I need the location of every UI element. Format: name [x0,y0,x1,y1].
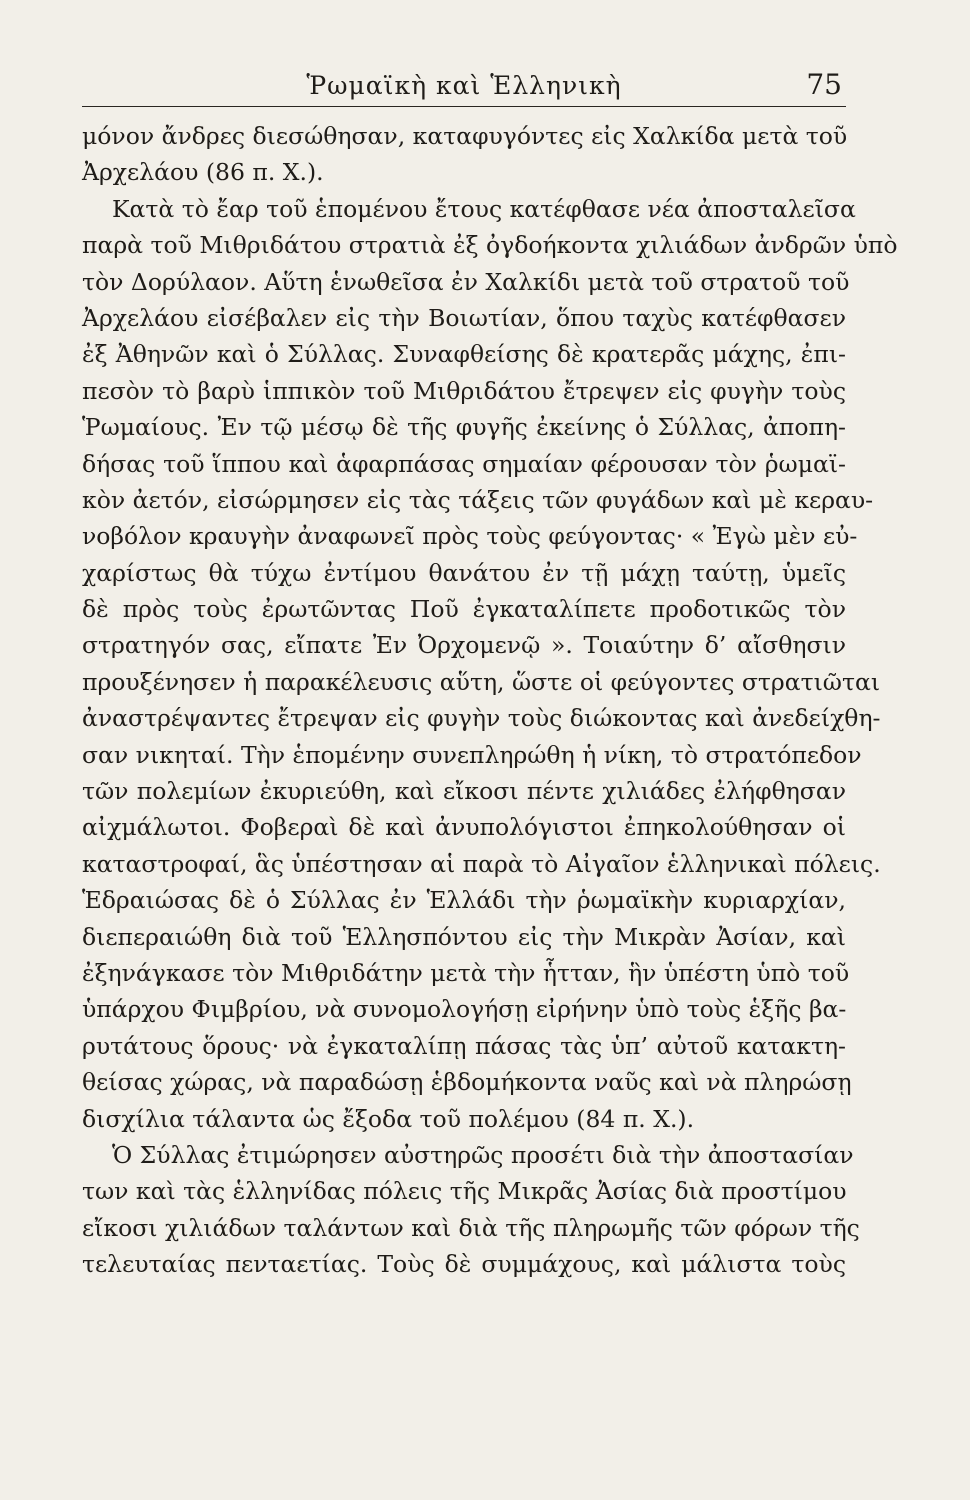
text-line: Ἀρχελάου εἰσέβαλεν εἰς τὴν Βοιωτίαν, ὅπου ταχὺς κατέφθασεν [82,303,846,332]
body-text [82,118,898,1283]
page-number: 75 [806,68,842,101]
text-line: ὑπάρχου Φιμβρίου, νὰ συνομολογήσῃ εἰρήνην ὑπὸ τοὺς ἑξῆς βα- [82,995,847,1024]
text-line: χαρίστως θὰ τύχω ἐντίμου θανάτου ἐν τῇ μάχῃ ταύτῃ, ὑμεῖς [82,558,846,587]
text-line: πεσὸν τὸ βαρὺ ἱππικὸν τοῦ Μιθριδάτου ἔτρεψεν εἰς φυγὴν τοὺς [82,376,846,405]
text-line: Ῥωμαίους. Ἐν τῷ μέσῳ δὲ τῆς φυγῆς ἐκείνης ὁ Σύλλας, ἀποπη- [82,413,846,442]
text-line: ἐξηνάγκασε τὸν Μιθριδάτην μετὰ τὴν ἧτταν, ἣν ὑπέστη ὑπὸ τοῦ [82,958,850,987]
text-line: δήσας τοῦ ἵππου καὶ ἁφαρπάσας σημαίαν φέρουσαν τὸν ῥωμαϊ- [82,449,846,478]
text-line: ἀναστρέψαντες ἔτρεψαν εἰς φυγὴν τοὺς διώκοντας καὶ ἀνεδείχθη- [82,704,881,733]
running-header [82,66,846,107]
text-line: Ὁ Σύλλας ἐτιμώρησεν αὐστηρῶς προσέτι διὰ τὴν ἀποστασίαν [112,1140,854,1169]
text-line: διεπεραιώθη διὰ τοῦ Ἑλλησπόντου εἰς τὴν Μικρὰν Ἀσίαν, καὶ [82,922,846,951]
text-line: Ἑδραιώσας δὲ ὁ Σύλλας ἐν Ἑλλάδι τὴν ῥωμαϊκὴν κυριαρχίαν, [82,886,846,915]
text-line: εἴκοσι χιλιάδων ταλάντων καὶ διὰ τῆς πληρωμῆς τῶν φόρων τῆς [82,1213,860,1242]
text-line: δὲ πρὸς τοὺς ἐρωτῶντας Ποῦ ἐγκαταλίπετε προδοτικῶς τὸν [82,595,846,624]
text-line: προυξένησεν ἡ παρακέλευσις αὕτη, ὥστε οἱ φεύγοντες στρατιῶται [82,667,881,696]
header-title: Ῥωμαϊκὴ καὶ Ἑλληνικὴ [306,71,622,100]
text-line: των καὶ τὰς ἑλληνίδας πόλεις τῆς Μικρᾶς Ἀσίας διὰ προστίμου [82,1177,847,1206]
text-line: Κατὰ τὸ ἔαρ τοῦ ἑπομένου ἔτους κατέφθασε νέα ἀποσταλεῖσα [112,194,856,223]
text-line: στρατηγόν σας, εἴπατε Ἐν Ὀρχομενῷ ». Τοιαύτην δ’ αἴσθησιν [82,631,846,660]
text-line: τελευταίας πενταετίας. Τοὺς δὲ συμμάχους, καὶ μάλιστα τοὺς [82,1250,846,1279]
text-line: νοβόλον κραυγὴν ἀναφωνεῖ πρὸς τοὺς φεύγοντας· « Ἐγὼ μὲν εὐ- [82,522,858,551]
text-line: Ἀρχελάου (86 π. Χ.). [82,158,324,187]
text-line: μόνον ἄνδρες διεσώθησαν, καταφυγόντες εἰς Χαλκίδα μετὰ τοῦ [82,122,848,150]
text-line: καταστροφαί, ἃς ὑπέστησαν αἱ παρὰ τὸ Αἰγαῖον ἑλληνικαὶ πόλεις. [82,849,881,878]
text-line: παρὰ τοῦ Μιθριδάτου στρατιὰ ἐξ ὀγδοήκοντα χιλιάδων ἀνδρῶν ὑπὸ [82,231,898,260]
text-line: θείσας χώρας, νὰ παραδώσῃ ἑβδομήκοντα ναῦς καὶ νὰ πληρώσῃ [82,1068,852,1097]
text-line: κὸν ἀετόν, εἰσώρμησεν εἰς τὰς τάξεις τῶν φυγάδων καὶ μὲ κεραυ- [82,485,874,514]
text-line: τῶν πολεμίων ἐκυριεύθη, καὶ εἴκοσι πέντε χιλιάδες ἐλήφθησαν [82,777,846,806]
text-line: ρυτάτους ὅρους· νὰ ἐγκαταλίπῃ πάσας τὰς ὑπ’ αὐτοῦ κατακτη- [82,1031,846,1060]
text-line: δισχίλια τάλαντα ὡς ἔξοδα τοῦ πολέμου (84 π. Χ.). [82,1104,695,1133]
text-line: τὸν Δορύλαον. Αὕτη ἑνωθεῖσα ἐν Χαλκίδι μετὰ τοῦ στρατοῦ τοῦ [82,267,850,296]
text-line: αἰχμάλωτοι. Φοβεραὶ δὲ καὶ ἀνυπολόγιστοι ἐπηκολούθησαν οἱ [82,813,846,842]
text-line: ἐξ Ἀθηνῶν καὶ ὁ Σύλλας. Συναφθείσης δὲ κρατερᾶς μάχης, ἐπι- [82,340,846,369]
text-line: σαν νικηταί. Τὴν ἑπομένην συνεπληρώθη ἡ νίκη, τὸ στρατόπεδον [82,740,862,769]
